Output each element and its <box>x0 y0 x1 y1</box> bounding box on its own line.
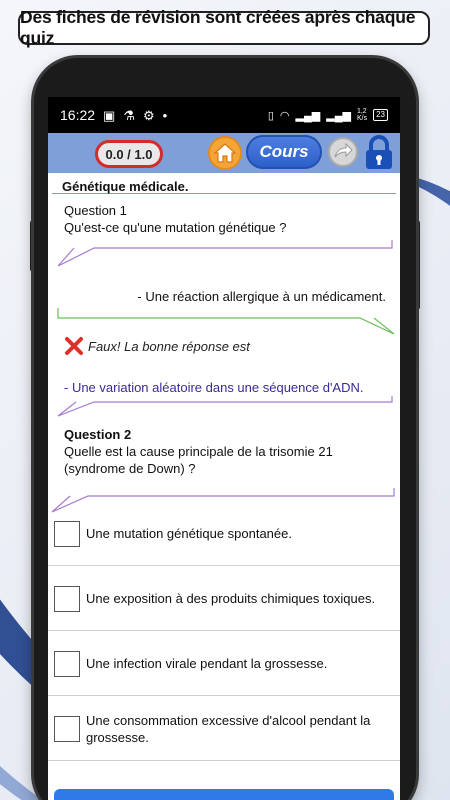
answer-option-3[interactable] <box>48 632 400 696</box>
answer-option-2[interactable] <box>48 567 400 631</box>
option-4-checkbox[interactable] <box>54 716 80 742</box>
correct-answer-bubble <box>54 394 394 418</box>
arrow-forward-icon <box>333 143 353 161</box>
battery-icon: 23 <box>373 109 388 121</box>
question-2-number: Question 2 <box>64 427 132 442</box>
app-notification-icon: ▣ <box>103 107 116 123</box>
phone-screen <box>48 97 400 800</box>
option-3-label: Une infection virale pendant la grossesse. <box>86 656 328 671</box>
question-1 <box>64 202 287 236</box>
option-1-label: Une mutation génétique spontanée. <box>86 526 292 541</box>
vibrate-icon: ▯ <box>267 109 274 122</box>
question-1-number: Question 1 <box>64 203 127 218</box>
wrong-x-icon <box>64 336 84 356</box>
question-1-bubble <box>54 238 394 268</box>
network-speed: 1,2 K/s <box>356 108 368 122</box>
lock-icon <box>362 135 396 171</box>
wifi-icon: ◠ <box>279 109 290 122</box>
option-2-label: Une exposition à des produits chimiques toxiques. <box>86 591 376 606</box>
signal-icon: ▂▄▆ <box>295 109 321 122</box>
question-1-text: Qu'est-ce qu'une mutation génétique ? <box>64 220 287 235</box>
option-2-checkbox[interactable] <box>54 586 80 612</box>
dot-icon: • <box>162 107 168 123</box>
gear-icon: ⚙ <box>143 107 155 123</box>
question-2 <box>64 426 333 477</box>
home-icon <box>213 142 237 164</box>
user-answer-bubble <box>54 306 396 336</box>
flask-icon: ⚗ <box>123 107 135 123</box>
answer-option-4[interactable] <box>48 697 400 761</box>
lock-button[interactable] <box>362 135 396 171</box>
signal-icon-2: ▂▄▆ <box>326 109 351 122</box>
option-4-label: Une consommation excessive d'alcool pendant la grossesse. <box>86 712 371 745</box>
correct-answer-1: - Une variation aléatoire dans une séquence d'ADN. <box>64 380 364 395</box>
status-time: 16:22 <box>60 107 96 123</box>
option-3-checkbox[interactable] <box>54 651 80 677</box>
status-bar <box>48 97 400 133</box>
quiz-content <box>48 194 400 794</box>
cours-button[interactable]: Cours <box>246 135 322 169</box>
submit-button[interactable] <box>54 789 394 800</box>
quiz-toolbar <box>48 133 400 173</box>
section-title: Génétique médicale. <box>52 173 396 194</box>
option-1-checkbox[interactable] <box>54 521 80 547</box>
feedback-row <box>64 336 250 356</box>
user-answer-1: - Une réaction allergique à un médicament. <box>137 289 386 304</box>
promo-banner: Des fiches de révision sont créées après chaque quiz <box>18 11 430 45</box>
question-2-text-line2: (syndrome de Down) ? <box>64 461 196 476</box>
feedback-text: Faux! La bonne réponse est <box>88 338 250 354</box>
next-button[interactable] <box>328 137 358 167</box>
home-button[interactable] <box>208 136 242 170</box>
score-badge: 0.0 / 1.0 <box>95 140 163 168</box>
answer-option-1[interactable] <box>48 502 400 566</box>
question-2-text-line1: Quelle est la cause principale de la trisomie 21 <box>64 444 333 459</box>
